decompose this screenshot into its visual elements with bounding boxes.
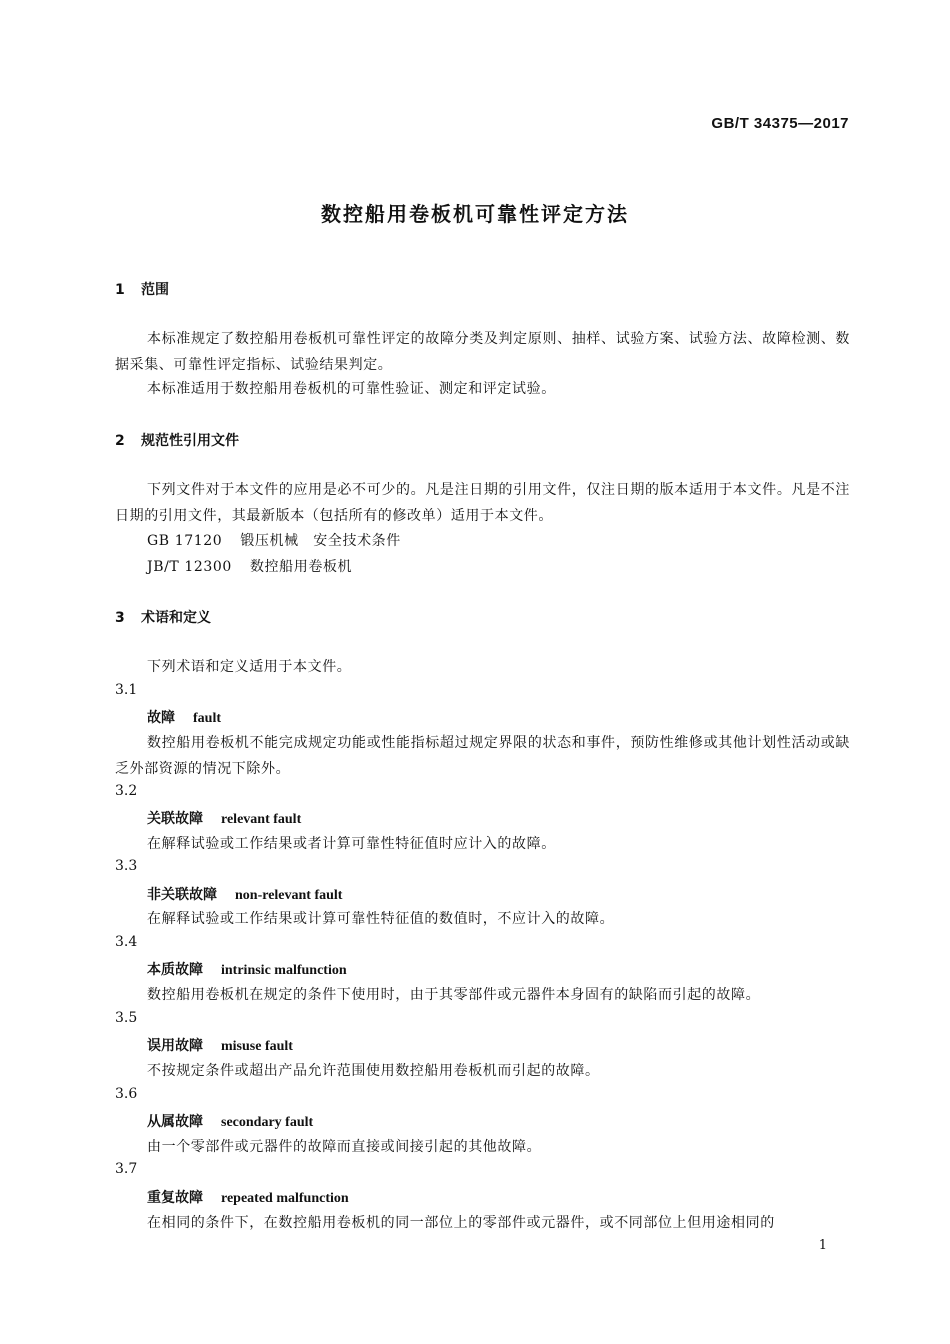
term-number: 3.7 (115, 1161, 138, 1177)
term-heading: 本质故障 intrinsic malfunction (147, 962, 347, 978)
section-2-paragraph-1: 下列文件对于本文件的应用是必不可少的。凡是注日期的引用文件，仅注日期的版本适用于本文件。凡是不注日期的引用文件，其最新版本（包括所有的修改单）适用于本文件。 (115, 482, 850, 524)
section-1-paragraph-2: 本标准适用于数控船用卷板机的可靠性验证、测定和评定试验。 (147, 381, 556, 397)
term-definition: 在相同的条件下，在数控船用卷板机的同一部位上的零部件或元器件，或不同部位上但用途相同的 (147, 1215, 775, 1231)
term-definition: 数控船用卷板机不能完成规定功能或性能指标超过规定界限的状态和事件，预防性维修或其他计划性活动或缺乏外部资源的情况下除外。 (115, 735, 850, 777)
term-number: 3.2 (115, 783, 138, 799)
section-1-heading: 1 范围 (115, 282, 169, 298)
section-1-paragraph-1: 本标准规定了数控船用卷板机可靠性评定的故障分类及判定原则、抽样、试验方案、试验方法、故障检测、数据采集、可靠性评定指标、试验结果判定。 (115, 331, 850, 373)
document-title: 数控船用卷板机可靠性评定方法 (321, 202, 629, 226)
term-heading: 故障 fault (147, 710, 221, 726)
term-heading: 从属故障 secondary fault (147, 1114, 314, 1130)
standard-number: GB/T 34375—2017 (711, 115, 849, 132)
term-definition: 数控船用卷板机在规定的条件下使用时，由于其零部件或元器件本身固有的缺陷而引起的故障。 (147, 987, 761, 1003)
reference-item: JB/T 12300 数控船用卷板机 (147, 559, 353, 575)
term-heading: 关联故障 relevant fault (147, 811, 302, 827)
section-3-paragraph-1: 下列术语和定义适用于本文件。 (147, 659, 352, 675)
term-definition: 在解释试验或工作结果或计算可靠性特征值的数值时，不应计入的故障。 (147, 911, 615, 927)
term-number: 3.5 (115, 1010, 138, 1026)
section-3-heading: 3 术语和定义 (115, 610, 211, 626)
term-definition: 由一个零部件或元器件的故障而直接或间接引起的其他故障。 (147, 1139, 542, 1155)
reference-item: GB 17120 锻压机械 安全技术条件 (147, 533, 401, 549)
term-number: 3.6 (115, 1086, 138, 1102)
term-number: 3.1 (115, 682, 138, 698)
term-definition: 不按规定条件或超出产品允许范围使用数控船用卷板机而引起的故障。 (147, 1063, 600, 1079)
section-2-heading: 2 规范性引用文件 (115, 433, 239, 449)
term-number: 3.4 (115, 934, 138, 950)
term-number: 3.3 (115, 858, 138, 874)
term-definition: 在解释试验或工作结果或者计算可靠性特征值时应计入的故障。 (147, 836, 556, 852)
page-number: 1 (818, 1238, 827, 1253)
term-heading: 非关联故障 non-relevant fault (147, 887, 343, 903)
term-heading: 误用故障 misuse fault (147, 1038, 293, 1054)
term-heading: 重复故障 repeated malfunction (147, 1190, 349, 1206)
